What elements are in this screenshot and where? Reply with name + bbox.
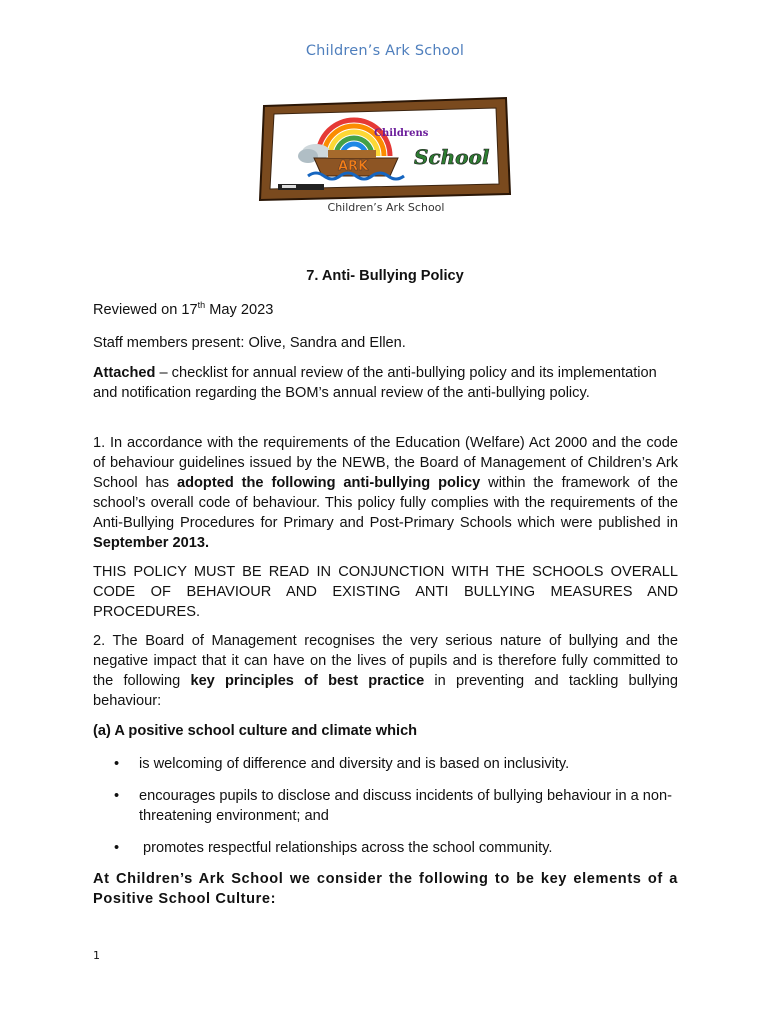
subheading-a: (a) A positive school culture and climate which [93, 723, 418, 739]
paragraph-1: 1. In accordance with the requirements of the Education (Welfare) Act 2000 and the code of behaviour guidelines issued by the NEWB, the Board of Management of Children’s Ark School has adopted the following anti-bullying policy within the framework of the school’s overall code of behaviour. This policy fully complies with the requirements of the Anti-Bullying Procedures for Primary and Post-Primary Schools which were published in September 2013. [93, 435, 678, 551]
page-number: 1 [93, 949, 100, 962]
bullet-icon: • [114, 788, 120, 804]
bullet-icon: • [114, 756, 120, 772]
document-title: 7. Anti- Bullying Policy [306, 268, 464, 284]
attached-paragraph: Attached – checklist for annual review of the anti-bullying policy and its implementation and notification regarding the BOM’s annual review of the anti-bullying policy. [93, 365, 657, 401]
paragraph-2: 2. The Board of Management recognises the very serious nature of bullying and the negative impact that it can have on the lives of pupils and is therefore fully committed to the following key principles of best practice in preventing and tackling bullying behaviour: [93, 633, 678, 709]
staff-line: Staff members present: Olive, Sandra and Ellen. [93, 335, 406, 351]
page-header-title: Children’s Ark School [305, 43, 465, 59]
reviewed-line: Reviewed on 17th May 2023 [93, 300, 274, 318]
bullet-icon: • [114, 840, 120, 856]
logo-text-childrens: Childrens [374, 128, 429, 139]
caps-paragraph: THIS POLICY MUST BE READ IN CONJUNCTION WITH THE SCHOOLS OVERALL CODE OF BEHAVIOUR AND EXISTING ANTI BULLYING MEASURES AND PROCEDURES. [93, 564, 678, 620]
closing-bold-paragraph: At Children’s Ark School we consider the following to be key elements of a Positive School Culture: [93, 871, 678, 907]
logo-text-ark: ARK [338, 159, 369, 174]
logo-text-school: School [414, 145, 490, 169]
logo-caption: Children’s Ark School [327, 201, 445, 214]
